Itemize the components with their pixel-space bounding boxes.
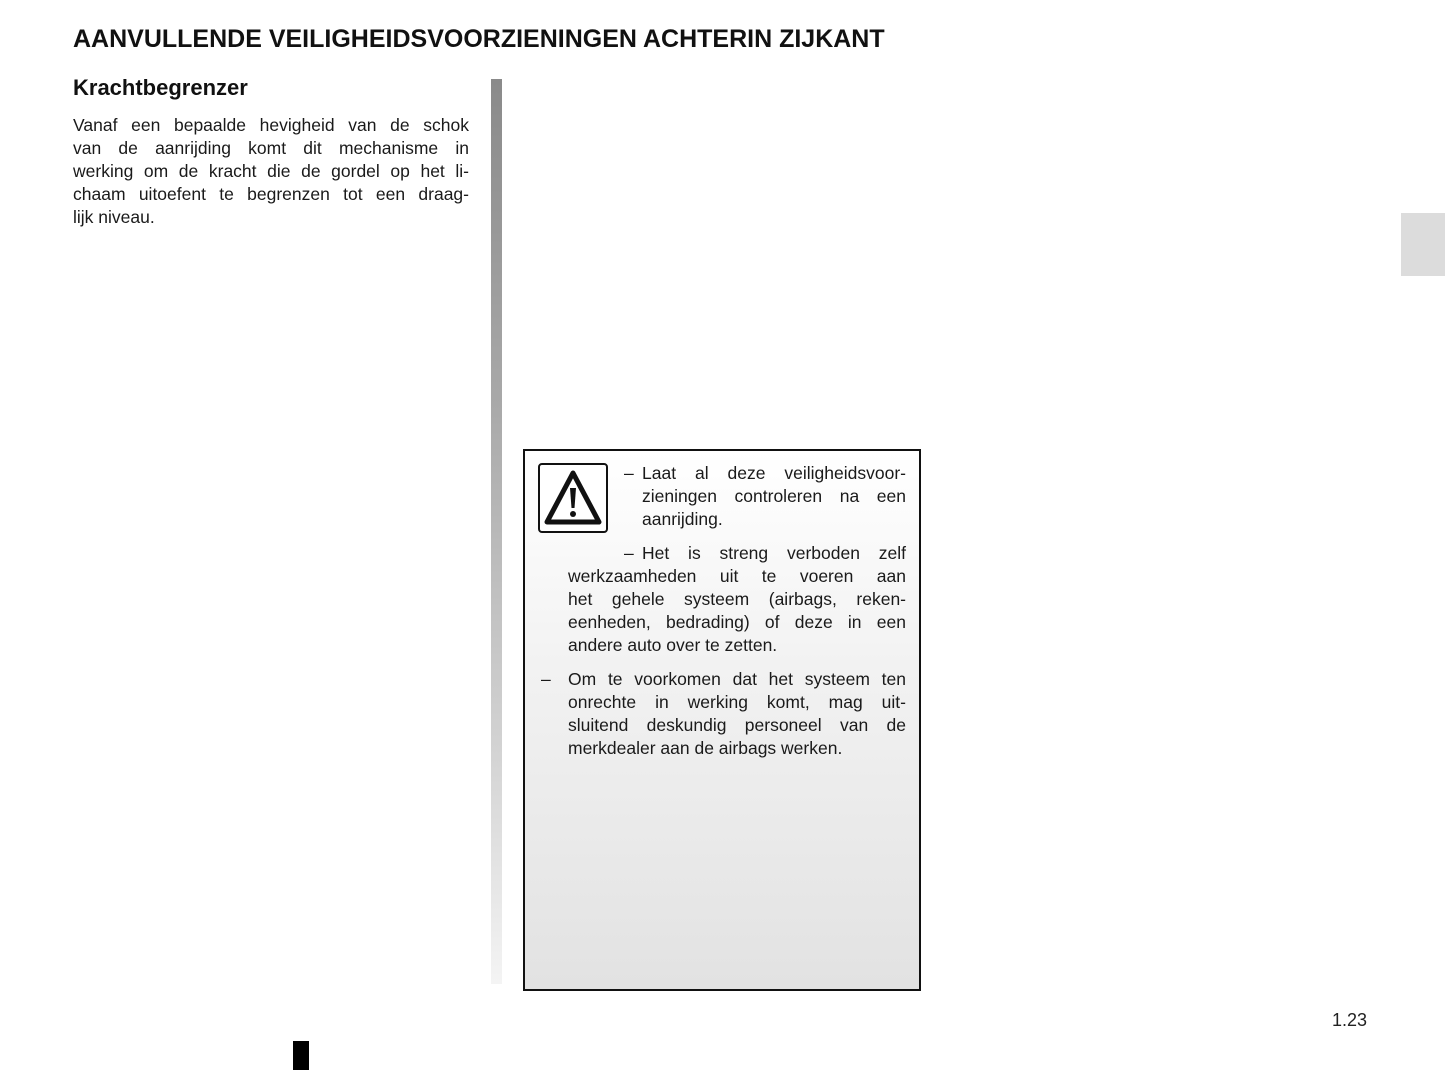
warning-triangle-icon: [538, 463, 608, 533]
warning-line: merkdealer aan de airbags werken.: [568, 738, 843, 758]
paragraph-line: chaam uitoefent te begrenzen tot een draag-: [73, 184, 469, 204]
warning-line: het gehele systeem (airbags, reken-: [568, 589, 906, 609]
warning-line: Om te voorkomen dat het systeem ten: [568, 669, 906, 689]
paragraph-line: lijk niveau.: [73, 207, 155, 227]
warning-line: aanrijding.: [642, 509, 723, 529]
warning-item-continuation: [568, 565, 906, 657]
page-number: 1.23: [1332, 1010, 1368, 1030]
warning-line: zieningen controleren na een: [642, 486, 906, 506]
crop-mark: [293, 1041, 309, 1070]
warning-box: [523, 449, 921, 991]
warning-line: Het is streng verboden zelf: [642, 543, 906, 563]
paragraph-line: werking om de kracht die de gordel op het li-: [73, 161, 469, 181]
page-title: AANVULLENDE VEILIGHEIDSVOORZIENINGEN ACHTERIN ZIJKANT: [73, 25, 885, 53]
list-dash: –: [541, 669, 551, 689]
list-dash: –: [624, 543, 634, 563]
warning-line: Laat al deze veiligheidsvoor-: [642, 463, 906, 483]
warning-item: [541, 668, 906, 760]
warning-item: [624, 462, 906, 531]
paragraph-line: van de aanrijding komt dit mechanisme in: [73, 138, 469, 158]
warning-item: [624, 542, 906, 565]
warning-line: sluitend deskundig personeel van de: [568, 715, 906, 735]
list-dash: –: [624, 463, 634, 483]
warning-line: andere auto over te zetten.: [568, 635, 778, 655]
warning-line: eenheden, bedrading) of deze in een: [568, 612, 906, 632]
section-paragraph: [73, 114, 469, 229]
section-heading: Krachtbegrenzer: [73, 75, 248, 100]
paragraph-line: Vanaf een bepaalde hevigheid van de schok: [73, 115, 469, 135]
warning-line: werkzaamheden uit te voeren aan: [568, 566, 906, 586]
column-divider: [491, 79, 502, 984]
warning-line: onrechte in werking komt, mag uit-: [568, 692, 906, 712]
chapter-tab: [1401, 213, 1445, 276]
